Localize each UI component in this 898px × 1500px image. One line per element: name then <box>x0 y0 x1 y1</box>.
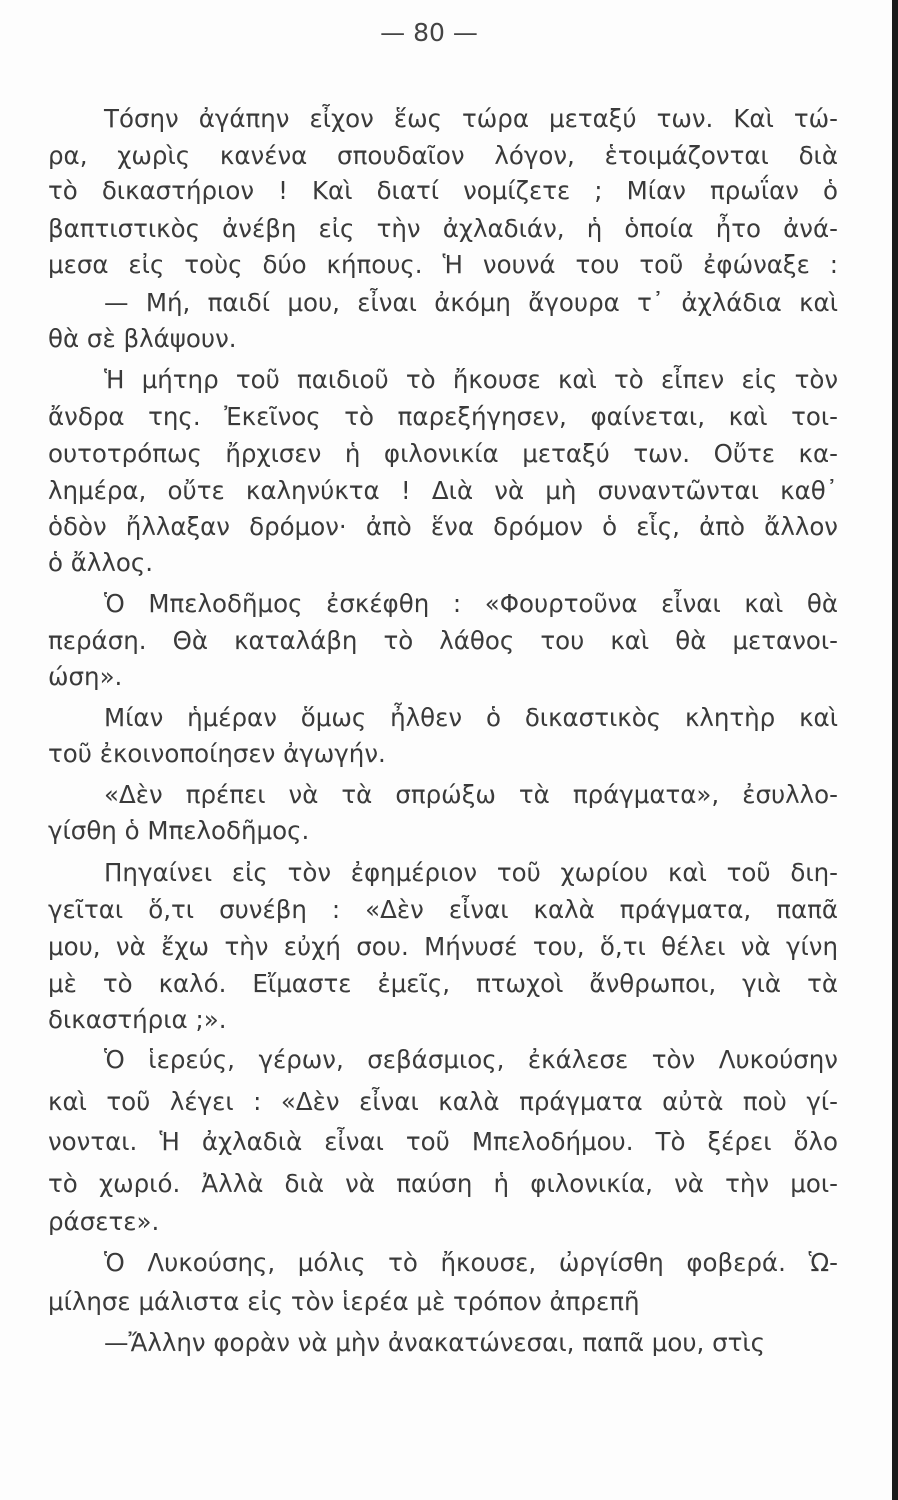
text-line: μεσα εἰς τοὺς δύο κήπους. Ἡ νουνά του τοῦ ἐφώναξε : <box>48 250 838 279</box>
text-line: ρα, χωρὶς κανένα σπουδαῖον λόγον, ἑτοιμάζονται διὰ <box>48 141 838 170</box>
text-line: γεῖται ὅ,τι συνέβη : «Δὲν εἶναι καλὰ πράγματα, παπᾶ <box>48 895 838 924</box>
page-edge-shadow <box>892 0 898 1500</box>
text-line: τὸ χωριό. Ἀλλὰ διὰ νὰ παύση ἡ φιλονικία, νὰ τὴν μοι- <box>48 1169 838 1198</box>
text-line: μίλησε μάλιστα εἰς τὸν ἱερέα μὲ τρόπον ἀπρεπῆ <box>48 1287 640 1316</box>
text-line: ώση». <box>48 662 123 691</box>
text-line: ουτοτρόπως ἤρχισεν ἡ φιλονικία μεταξύ των. Οὔτε κα- <box>48 439 838 468</box>
text-line: Μίαν ἡμέραν ὅμως ἦλθεν ὁ δικαστικὸς κλητὴρ καὶ <box>104 703 838 732</box>
text-line: ὁδὸν ἤλλαξαν δρόμον· ἀπὸ ἕνα δρόμον ὁ εἷς, ἀπὸ ἄλλον <box>48 512 838 541</box>
text-line: «Δὲν πρέπει νὰ τὰ σπρώξω τὰ πράγματα», ἐσυλλο- <box>104 780 838 809</box>
text-line: Πηγαίνει εἰς τὸν ἐφημέριον τοῦ χωρίου καὶ τοῦ διη- <box>104 858 838 887</box>
text-line: μου, νὰ ἔχω τὴν εὐχή σου. Μήνυσέ του, ὅ,τι θέλει νὰ γίνη <box>48 932 838 961</box>
text-line: —Ἄλλην φορὰν νὰ μὴν ἀνακατώνεσαι, παπᾶ μου, στὶς <box>104 1328 766 1357</box>
text-line: θὰ σὲ βλάψουν. <box>48 324 237 353</box>
text-line: τοῦ ἐκοινοποίησεν ἀγωγήν. <box>48 739 386 768</box>
text-line: περάση. Θὰ καταλάβη τὸ λάθος του καὶ θὰ μετανοι- <box>48 626 838 655</box>
text-line: δικαστήρια ;». <box>48 1005 227 1034</box>
text-line: μὲ τὸ καλό. Εἴμαστε ἐμεῖς, πτωχοὶ ἄνθρωποι, γιὰ τὰ <box>48 969 838 998</box>
text-line: Ἡ μήτηρ τοῦ παιδιοῦ τὸ ἤκουσε καὶ τὸ εἶπεν εἰς τὸν <box>104 365 838 394</box>
text-line: λημέρα, οὔτε καληνύκτα ! Διὰ νὰ μὴ συναντῶνται καθ᾽ <box>48 476 838 505</box>
text-line: βαπτιστικὸς ἀνέβη εἰς τὴν ἀχλαδιάν, ἡ ὁποία ἦτο ἀνά- <box>48 214 838 243</box>
text-line: Ὁ Λυκούσης, μόλις τὸ ἤκουσε, ὠργίσθη φοβερά. Ὡ- <box>104 1248 838 1277</box>
text-line: ἄνδρα της. Ἐκεῖνος τὸ παρεξήγησεν, φαίνεται, καὶ τοι- <box>48 402 838 431</box>
text-line: ράσετε». <box>48 1207 160 1236</box>
page-number: — 80 — <box>380 18 478 47</box>
text-line: Ὁ ἱερεύς, γέρων, σεβάσμιος, ἐκάλεσε τὸν Λυκούσην <box>104 1045 838 1074</box>
text-line: Ὁ Μπελοδῆμος ἐσκέφθη : «Φουρτοῦνα εἶναι καὶ θὰ <box>104 589 838 618</box>
text-line: καὶ τοῦ λέγει : «Δὲν εἶναι καλὰ πράγματα αὐτὰ ποὺ γί- <box>48 1087 838 1116</box>
text-line: τὸ δικαστήριον ! Καὶ διατί νομίζετε ; Μίαν πρωΐαν ὁ <box>48 176 838 205</box>
text-line: ὁ ἄλλος. <box>48 548 154 577</box>
text-line: νονται. Ἡ ἀχλαδιὰ εἶναι τοῦ Μπελοδήμου. Τὸ ξέρει ὅλο <box>48 1127 838 1156</box>
text-line: — Μή, παιδί μου, εἶναι ἀκόμη ἄγουρα τ᾽ ἀχλάδια καὶ <box>104 288 838 317</box>
text-line: γίσθη ὁ Μπελοδῆμος. <box>48 816 310 845</box>
text-line: Τόσην ἀγάπην εἶχον ἕως τώρα μεταξύ των. Καὶ τώ- <box>104 104 838 133</box>
